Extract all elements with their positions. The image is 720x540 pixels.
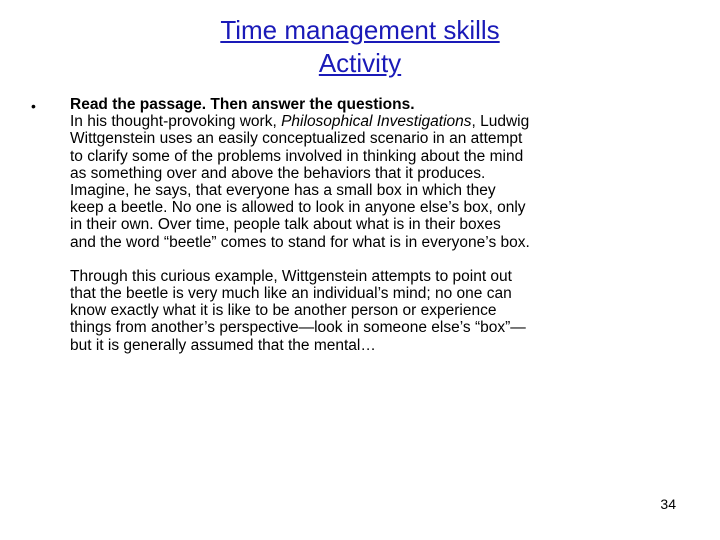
book-title: Philosophical Investigations (281, 113, 472, 131)
passage-1-rest: , Ludwig Wittgenstein uses an easily conceptualized scenario in an attempt to clarify some of the problems involved in thinking about the mind as something over and above the behaviors that it produces. Imagine, he says, that everyone has a small box in which they keep a beetle. No one is allowed to look in anyone else’s box, only in their own. Over time, people talk about what is in their boxes and the word “beetle” comes to stand for what is in everyone’s box. (70, 113, 530, 251)
title-line-1: Time management skills (220, 15, 500, 45)
passage-paragraph-2: Through this curious example, Wittgenstein attempts to point out that the beetle is very much like an individual’s mind; no one can know exactly what it is like to be another person or experience things from another’s perspective—look in someone else’s “box”—but it is generally assumed that the mental… (70, 267, 526, 354)
passage-paragraph-1 (70, 113, 530, 251)
instruction-text: Read the passage. Then answer the questions. (70, 96, 415, 113)
slide-number: 34 (660, 496, 676, 512)
passage-body (70, 96, 530, 354)
bullet-marker: • (31, 98, 36, 114)
slide-title (120, 14, 600, 80)
passage-1-intro: In his thought-provoking work, (70, 113, 282, 131)
title-line-2: Activity (318, 48, 402, 78)
